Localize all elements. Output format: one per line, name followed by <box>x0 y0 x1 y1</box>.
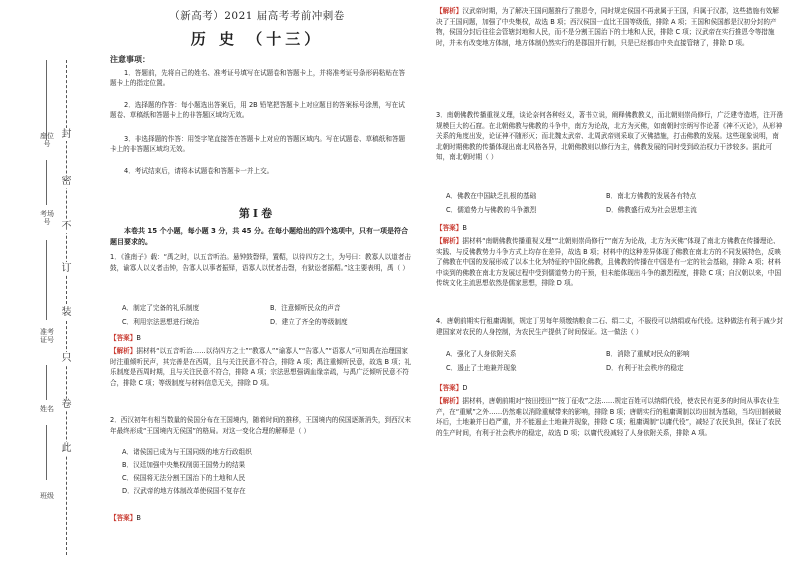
q3-option-d: D．佛教盛行成为社会思想主流 <box>606 206 697 214</box>
cut-char: 订 <box>61 263 72 274</box>
answer-tag: 【答案】 <box>436 224 463 232</box>
q4-answer-value: D <box>462 384 468 392</box>
cut-char: 封 <box>61 129 72 140</box>
cut-char: 密 <box>61 176 72 187</box>
q3-options <box>446 190 776 216</box>
q4-analysis <box>436 396 784 522</box>
field-line <box>46 160 47 205</box>
q1-option-a: A．制定了完备的礼乐制度 <box>122 304 200 312</box>
q3-answer-value: B <box>462 224 467 232</box>
analysis-tag: 【解析】 <box>436 397 463 405</box>
field-line <box>46 425 47 480</box>
notice-item: 2．选择题的作答：每小题选出答案后，用 2B 铅笔把答题卡上对应题目的答案标号涂黑，写在试题卷、草稿纸和答题卡上的非答题区域均无效。 <box>110 101 405 119</box>
q2-answer-value: B <box>136 514 141 522</box>
q2-analysis-text: 汉武帝时期，为了解决王国问题推行了推恩令，同时规定侯国不再隶属于王国，归属于汉郡，这些措施有效解决了王国问题，加强了中央集权，故选 B 项；西汉侯国一直比王国等级低，排除 A 项；王国和侯国都是汉初分封的产物，侯国分封后往往会管辖封地和人民，而不是分割王国治下的土地和人民，排除 C 项；汉武帝在实行推恩令等措施时，并未有改变地方体制，地方体制仍然实行的是郡国并行制，只是已经都由中央直接管辖了，排除 D 项。 <box>436 7 779 47</box>
q1-stem: 1．《淮南子》载：“禹之时，以五音听治。悬钟鼓磬铎，置鞀，以待四方之士，为号曰：教寡人以道者击鼓，谕寡人以义者击钟，告寡人以事者振铎，语寡人以忧者击磬，有狱讼者摇鞀。”这主要表明，禹（ ） <box>110 253 412 272</box>
analysis-tag: 【解析】 <box>436 237 463 245</box>
q3-analysis-text: 据材料“南朝佛教传播重视义理”“北朝则崇尚修行”“南方为论战，北方为灭佛”体现了南北方佛教在传播理论、实践、与反佛教势力斗争方式上均存在差异，故选 B 项；材料中的这种差异体现了佛教在南北方的不同发展特色，反映了佛教在中国的发展形成了以本土化为特征的中国化佛教，且佛教的传播在中国是有一定的社会基础，排除 A 项；材料中谈到的佛教在南北方发展过程中受到儒道势力的干预，但未能体现出斗争的激烈程度，排除 C 项；自汉朝以来，中国传统文化主流思想依然是儒家思想，排除 D 项。 <box>436 237 782 287</box>
field-line <box>46 365 47 400</box>
answer-tag: 【答案】 <box>436 384 463 392</box>
q4-option-c: C．遏止了土地兼并现象 <box>446 364 517 372</box>
q4-stem: 4．唐朝前期实行租庸调制，规定丁男每年须缴纳粮食二石、绢二丈，不服役可以纳绢或布代役。这种做法有利于减少封建国家对农民的人身控制，为农民生产提供了时间保证。这一做法（ ） <box>436 317 784 336</box>
cut-char: 卷 <box>61 399 72 410</box>
cut-char: 装 <box>61 307 72 318</box>
q1-answer <box>110 332 141 342</box>
q2-option-d: D．汉武帝的地方体制改革使侯国不复存在 <box>122 487 246 495</box>
q3-stem: 3．南朝佛教传播重视义理，谈论奈何各种经义，著书立说，阐释佛教教义，而北朝则崇尚修行，广泛建寺造塔，注开凿规模巨大的石窟。在北朝佛教与佛教的斗争中，南方为论战，北方为灭佛，如南朝时宗炳写作论著《神不灭论》，从形神关系的角度出发，论证神不随形灭；而北魏太武帝、北周武帝则采取了灭佛措施，打击佛教的发展。这些现象说明，南北朝时期佛教的传播体现出南北风格各异，北朝佛教则以修行为主，佛教发展的同时受到政治权力干涉较多。据此可知，南北朝时期（ ） <box>436 111 784 161</box>
q4-option-d: D．有利于社会秩序的稳定 <box>606 364 684 372</box>
q1-answer-value: B <box>136 334 141 342</box>
notice-heading: 注意事项： <box>110 55 150 64</box>
field-name: 姓名 <box>40 405 54 413</box>
notice-item: 4．考试结束后，请将本试题卷和答题卡一并上交。 <box>124 167 274 175</box>
field-line <box>46 240 47 320</box>
q1-option-d: D．建立了齐全的等级制度 <box>270 318 348 326</box>
q4-answer <box>436 382 467 392</box>
q3-option-c: C．儒道势力与佛教的斗争激烈 <box>446 206 537 214</box>
q1-analysis <box>110 346 414 410</box>
q1-option-c: C．利用宗法思想进行统治 <box>122 318 200 326</box>
q4-analysis-text: 据材料，唐朝前期对“按田授田”“按丁征收”之法……规定百姓可以纳绢代役，使农民有更多的时间从事农业生产，在“重赋”之外……仍然难以消除重赋带来的影响，排除 B 项；唐朝实行的租庸调制以均田制为基础，当均田制被破坏后，土地兼并日趋严重，并不能遏止土地兼并现象，排除 C 项；租庸调制“以庸代役”，减轻了农民负担，保证了农民的生产时间，有利于社会秩序的稳定，故选 D 项；以庸代役减轻了人身依附关系，排除 A 项。 <box>436 397 782 437</box>
cut-char: 只 <box>61 353 72 364</box>
q2-stem: 2．西汉初年有相当数量的侯国分布在王国境内，随着时间的推移，王国境内的侯国逐渐消失，到西汉末年最终形成“王国境内无侯国”的格局。对这一变化合理的解释是（ ） <box>110 416 411 435</box>
q1-option-b: B．注意倾听民众的声音 <box>270 304 341 312</box>
notice-item: 3．非选择题的作答：用签字笔直接答在答题卡上对应的答题区域内。写在试题卷、草稿纸和答题卡上的非答题区域均无效。 <box>110 135 406 153</box>
field-exam-room: 考场号 <box>40 210 54 226</box>
q2-option-a: A．诸侯国已成为与王国同级的地方行政组织 <box>122 448 252 456</box>
q4-option-b: B．消除了重赋对民众的影响 <box>606 350 690 358</box>
field-exam-id: 准考证号 <box>40 328 54 344</box>
q2-option-c: C．侯国将无法分割王国治下的土地和人民 <box>122 474 246 482</box>
q3-option-a: A．佛教在中国缺乏扎根的基础 <box>446 192 537 200</box>
notice-item: 1．答题前，先将自己的姓名、准考证号填写在试题卷和答题卡上，并将准考证号条形码粘贴在答题卡上的指定位置。 <box>110 69 406 87</box>
field-line <box>46 60 47 140</box>
q1-analysis-text: 据材料“以五音听治……以待四方之士”“教寡人”“谕寡人”“告寡人”“语寡人”可知禹在治理国家时注重倾听民声，其完善是在西周，且与关注民意不符合，排除 A 项；禹注重倾听民意，故选 B 项；礼乐制度是西周时期，且与关注民意不符合，排除 A 项；宗法思想强调血缘亲疏，与禹广泛倾听民意不符合，排除 C 项；等级制度与材料信息无关，排除 D 项。 <box>110 347 411 387</box>
q3-answer <box>436 222 467 232</box>
q2-options <box>122 446 412 506</box>
q3-analysis <box>436 236 784 310</box>
right-column <box>436 0 784 562</box>
analysis-tag: 【解析】 <box>110 347 137 355</box>
field-class: 班级 <box>40 492 54 500</box>
left-column <box>98 0 416 562</box>
analysis-tag: 【解析】 <box>436 7 463 15</box>
q4-options <box>446 348 776 374</box>
subject-title: 历 史 （十三） <box>190 30 324 48</box>
section-title: 第Ⅰ卷 <box>238 207 276 220</box>
q4-option-a: A．强化了人身依附关系 <box>446 350 517 358</box>
q2-option-b: B．汉廷加强中央集权削弱王国势力的结果 <box>122 461 246 469</box>
field-seat-number: 座位号 <box>40 132 54 148</box>
exam-title: （新高考）2021 届高考考前冲刺卷 <box>169 10 345 22</box>
q1-options <box>122 302 412 326</box>
cut-char: 不 <box>61 221 72 232</box>
q3-option-b: B．南北方佛教的发展各有特点 <box>606 192 697 200</box>
cut-char: 此 <box>61 443 72 454</box>
answer-tag: 【答案】 <box>110 514 137 522</box>
q2-answer <box>110 512 141 522</box>
binding-strip <box>0 0 92 562</box>
section-instruction: 本卷共 15 个小题，每小题 3 分，共 45 分。在每小题给出的四个选项中，只有一项是符合题目要求的。 <box>110 227 408 246</box>
q2-analysis <box>436 6 784 102</box>
answer-tag: 【答案】 <box>110 334 137 342</box>
